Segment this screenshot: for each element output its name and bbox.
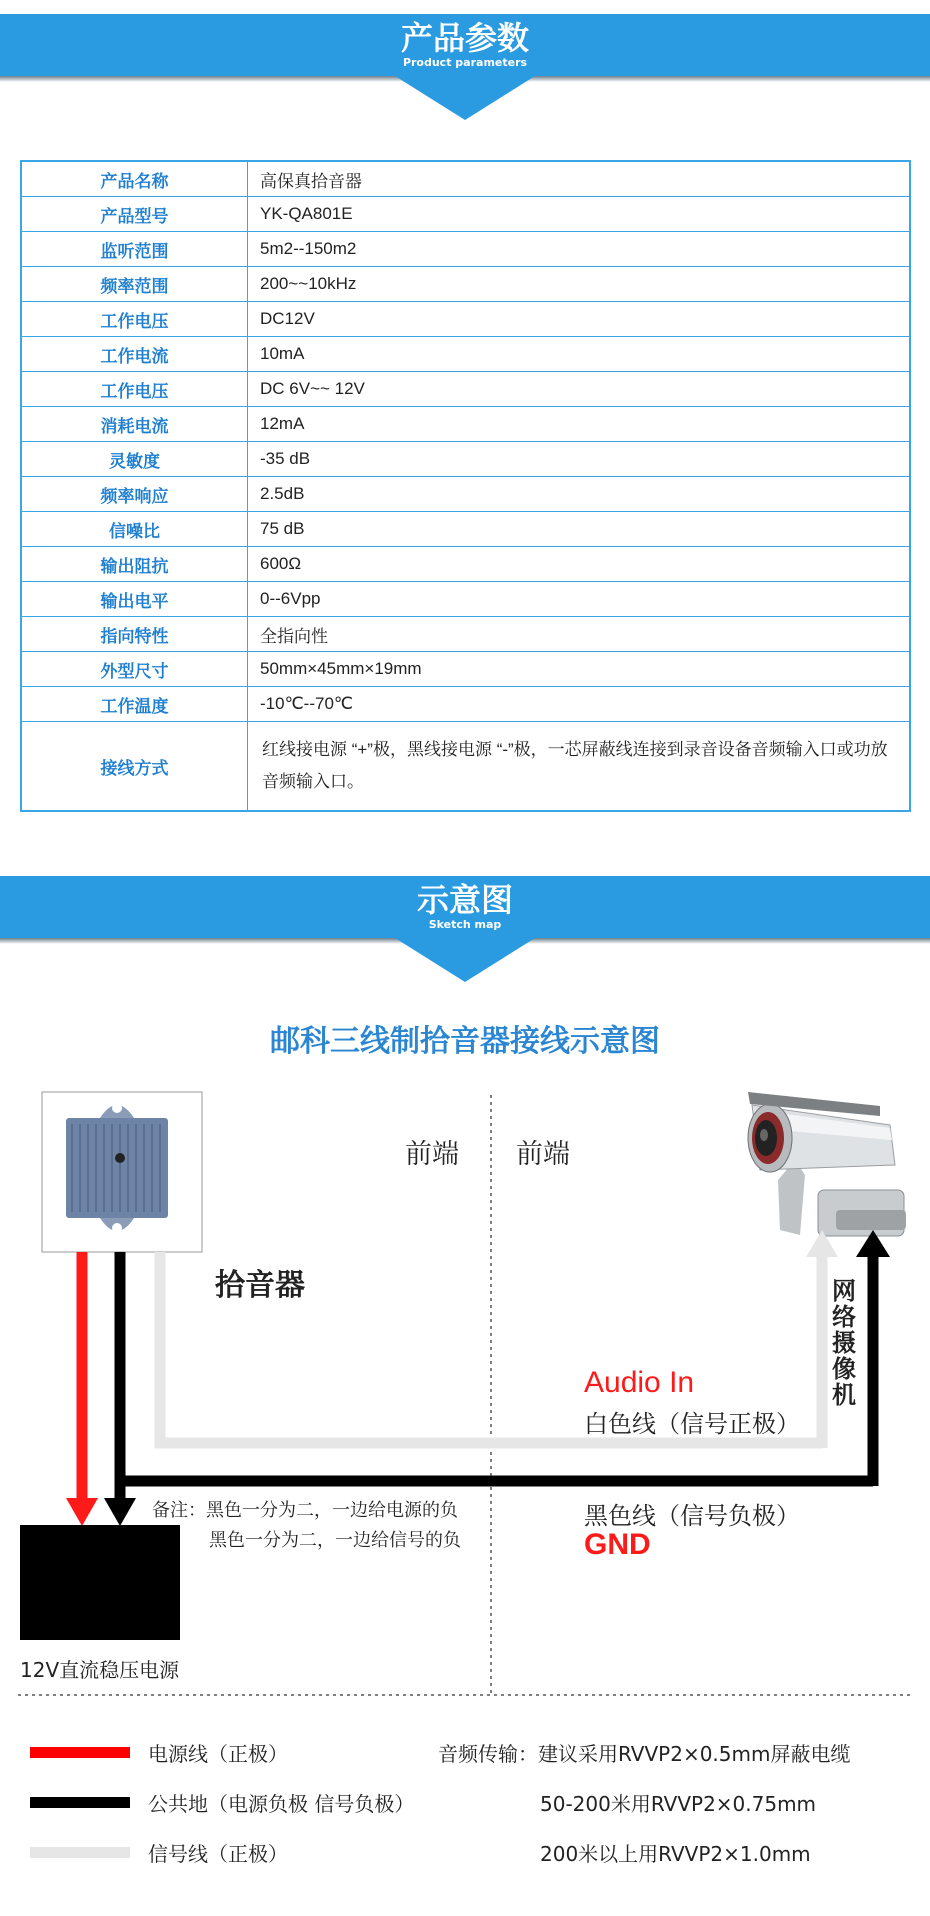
param-row <box>21 547 910 582</box>
param-row <box>21 477 910 512</box>
microphone-image <box>42 1092 202 1252</box>
param-key: 信噪比 <box>21 512 248 547</box>
power-supply-label: 12V直流稳压电源 <box>20 1658 180 1682</box>
power-supply-box <box>20 1525 180 1640</box>
front-label-left: 前端 <box>405 1139 459 1170</box>
param-key: 消耗电流 <box>21 407 248 442</box>
param-row <box>21 652 910 687</box>
legend-swatch-white <box>30 1847 130 1858</box>
param-value: 50mm×45mm×19mm <box>248 652 911 687</box>
param-key: 工作温度 <box>21 687 248 722</box>
diagram-title: 邮科三线制拾音器接线示意图 <box>270 1024 660 1059</box>
param-key: 接线方式 <box>21 722 248 812</box>
param-value: DC 6V~~ 12V <box>248 372 911 407</box>
cable-note: 200米以上用RVVP2×1.0mm <box>540 1842 811 1866</box>
param-row <box>21 302 910 337</box>
param-value: 600Ω <box>248 547 911 582</box>
legend-label: 公共地（电源负极 信号负极） <box>148 1792 415 1816</box>
param-value: 红线接电源 “+”极，黑线接电源 “-”极，一芯屏蔽线连接到录音设备音频输入口或功放音频输入口。 <box>248 722 911 812</box>
black-arrow-down <box>104 1498 136 1526</box>
wiring-diagram <box>0 1080 930 1720</box>
param-key: 产品名称 <box>21 161 248 197</box>
param-value: 全指向性 <box>248 617 911 652</box>
legend-swatch-black <box>30 1797 130 1808</box>
param-key: 频率响应 <box>21 477 248 512</box>
param-key: 指向特性 <box>21 617 248 652</box>
microphone-label: 拾音器 <box>215 1268 305 1303</box>
param-row <box>21 372 910 407</box>
params-table <box>20 160 911 812</box>
note-line-2: 黑色一分为二，一边给信号的负 <box>209 1530 461 1551</box>
camera-image <box>748 1092 906 1236</box>
param-row <box>21 197 910 232</box>
param-key: 输出阻抗 <box>21 547 248 582</box>
param-value: -35 dB <box>248 442 911 477</box>
param-key: 外型尺寸 <box>21 652 248 687</box>
section-title: 产品参数 <box>400 19 529 57</box>
param-value: YK-QA801E <box>248 197 911 232</box>
param-value: 10mA <box>248 337 911 372</box>
param-value: DC12V <box>248 302 911 337</box>
camera-label: 网络摄像机 <box>832 1277 856 1409</box>
param-key: 灵敏度 <box>21 442 248 477</box>
param-value: 5m2--150m2 <box>248 232 911 267</box>
front-label-right: 前端 <box>516 1139 570 1170</box>
param-key: 产品型号 <box>21 197 248 232</box>
param-row <box>21 512 910 547</box>
param-key: 工作电压 <box>21 302 248 337</box>
note-line-1: 备注：黑色一分为二，一边给电源的负 <box>152 1500 458 1521</box>
white-wire-label: 白色线（信号正极） <box>584 1410 800 1438</box>
cable-note: 音频传输：建议采用RVVP2×0.5mm屏蔽电缆 <box>438 1742 851 1766</box>
black-wire-label: 黑色线（信号负极） <box>584 1502 800 1530</box>
section-subtitle: Sketch map <box>428 918 502 931</box>
param-row <box>21 267 910 302</box>
section-title: 示意图 <box>416 881 513 919</box>
param-row <box>21 687 910 722</box>
param-key: 监听范围 <box>21 232 248 267</box>
param-key: 频率范围 <box>21 267 248 302</box>
param-value: 2.5dB <box>248 477 911 512</box>
param-value: 高保真拾音器 <box>248 161 911 197</box>
param-value: -10℃--70℃ <box>248 687 911 722</box>
legend-label: 电源线（正极） <box>148 1742 288 1766</box>
param-value: 75 dB <box>248 512 911 547</box>
gnd-label: GND <box>584 1528 651 1561</box>
audio-in-label: Audio In <box>584 1366 695 1399</box>
param-row <box>21 232 910 267</box>
legend-label: 信号线（正极） <box>148 1842 288 1866</box>
legend-swatch-red <box>30 1747 130 1758</box>
param-row <box>21 337 910 372</box>
param-key: 工作电流 <box>21 337 248 372</box>
param-row <box>21 617 910 652</box>
param-row <box>21 722 910 812</box>
param-value: 0--6Vpp <box>248 582 911 617</box>
param-value: 200~~10kHz <box>248 267 911 302</box>
section-subtitle: Product parameters <box>402 56 528 69</box>
param-row <box>21 407 910 442</box>
red-arrow <box>66 1498 98 1526</box>
param-key: 工作电压 <box>21 372 248 407</box>
param-row <box>21 442 910 477</box>
param-value: 12mA <box>248 407 911 442</box>
param-row <box>21 161 910 197</box>
cable-note: 50-200米用RVVP2×0.75mm <box>540 1792 817 1816</box>
param-row <box>21 582 910 617</box>
param-key: 输出电平 <box>21 582 248 617</box>
